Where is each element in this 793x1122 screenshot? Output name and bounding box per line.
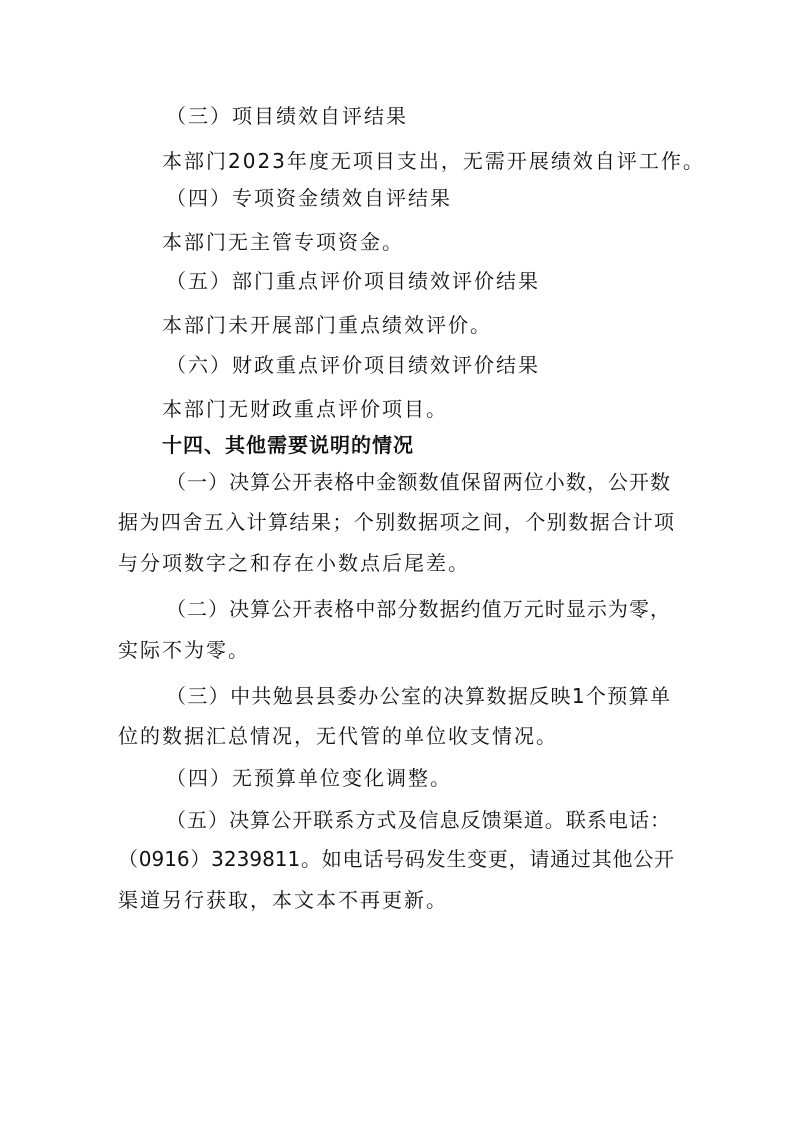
paragraph-5-line-2: （0916）3239811。如电话号码发生变更，请通过其他公开 — [118, 847, 674, 871]
body-project-performance: 本部门2023年度无项目支出，无需开展绩效自评工作。 — [162, 149, 705, 173]
paragraph-2-line-1: （二）决算公开表格中部分数据约值万元时显示为零， — [166, 597, 670, 621]
heading-department-key-evaluation: （五）部门重点评价项目绩效评价结果 — [166, 269, 540, 293]
heading-special-funds: （四）专项资金绩效自评结果 — [166, 186, 452, 210]
paragraph-1-line-2: 据为四舍五入计算结果；个别数据项之间，个别数据合计项 — [118, 510, 674, 534]
paragraph-1-line-1: （一）决算公开表格中金额数值保留两位小数，公开数 — [166, 470, 670, 494]
body-special-funds: 本部门无主管专项资金。 — [162, 230, 404, 254]
paragraph-5-line-1: （五）决算公开联系方式及信息反馈渠道。联系电话： — [166, 808, 670, 832]
paragraph-5-line-3: 渠道另行获取，本文本不再更新。 — [118, 888, 448, 912]
paragraph-3-line-2: 位的数据汇总情况，无代管的单位收支情况。 — [118, 724, 558, 748]
paragraph-1-line-3: 与分项数字之和存在小数点后尾差。 — [118, 551, 470, 575]
heading-finance-key-evaluation: （六）财政重点评价项目绩效评价结果 — [166, 353, 540, 377]
body-finance-key-evaluation: 本部门无财政重点评价项目。 — [162, 397, 448, 421]
paragraph-2-line-2: 实际不为零。 — [118, 638, 250, 662]
paragraph-4-line-1: （四）无预算单位变化调整。 — [166, 766, 452, 790]
section-14-title: 十四、其他需要说明的情况 — [162, 433, 414, 457]
body-department-key-evaluation: 本部门未开展部门重点绩效评价。 — [162, 313, 492, 337]
heading-project-performance: （三）项目绩效自评结果 — [166, 104, 408, 128]
paragraph-3-line-1: （三）中共勉县县委办公室的决算数据反映1个预算单 — [166, 684, 670, 708]
